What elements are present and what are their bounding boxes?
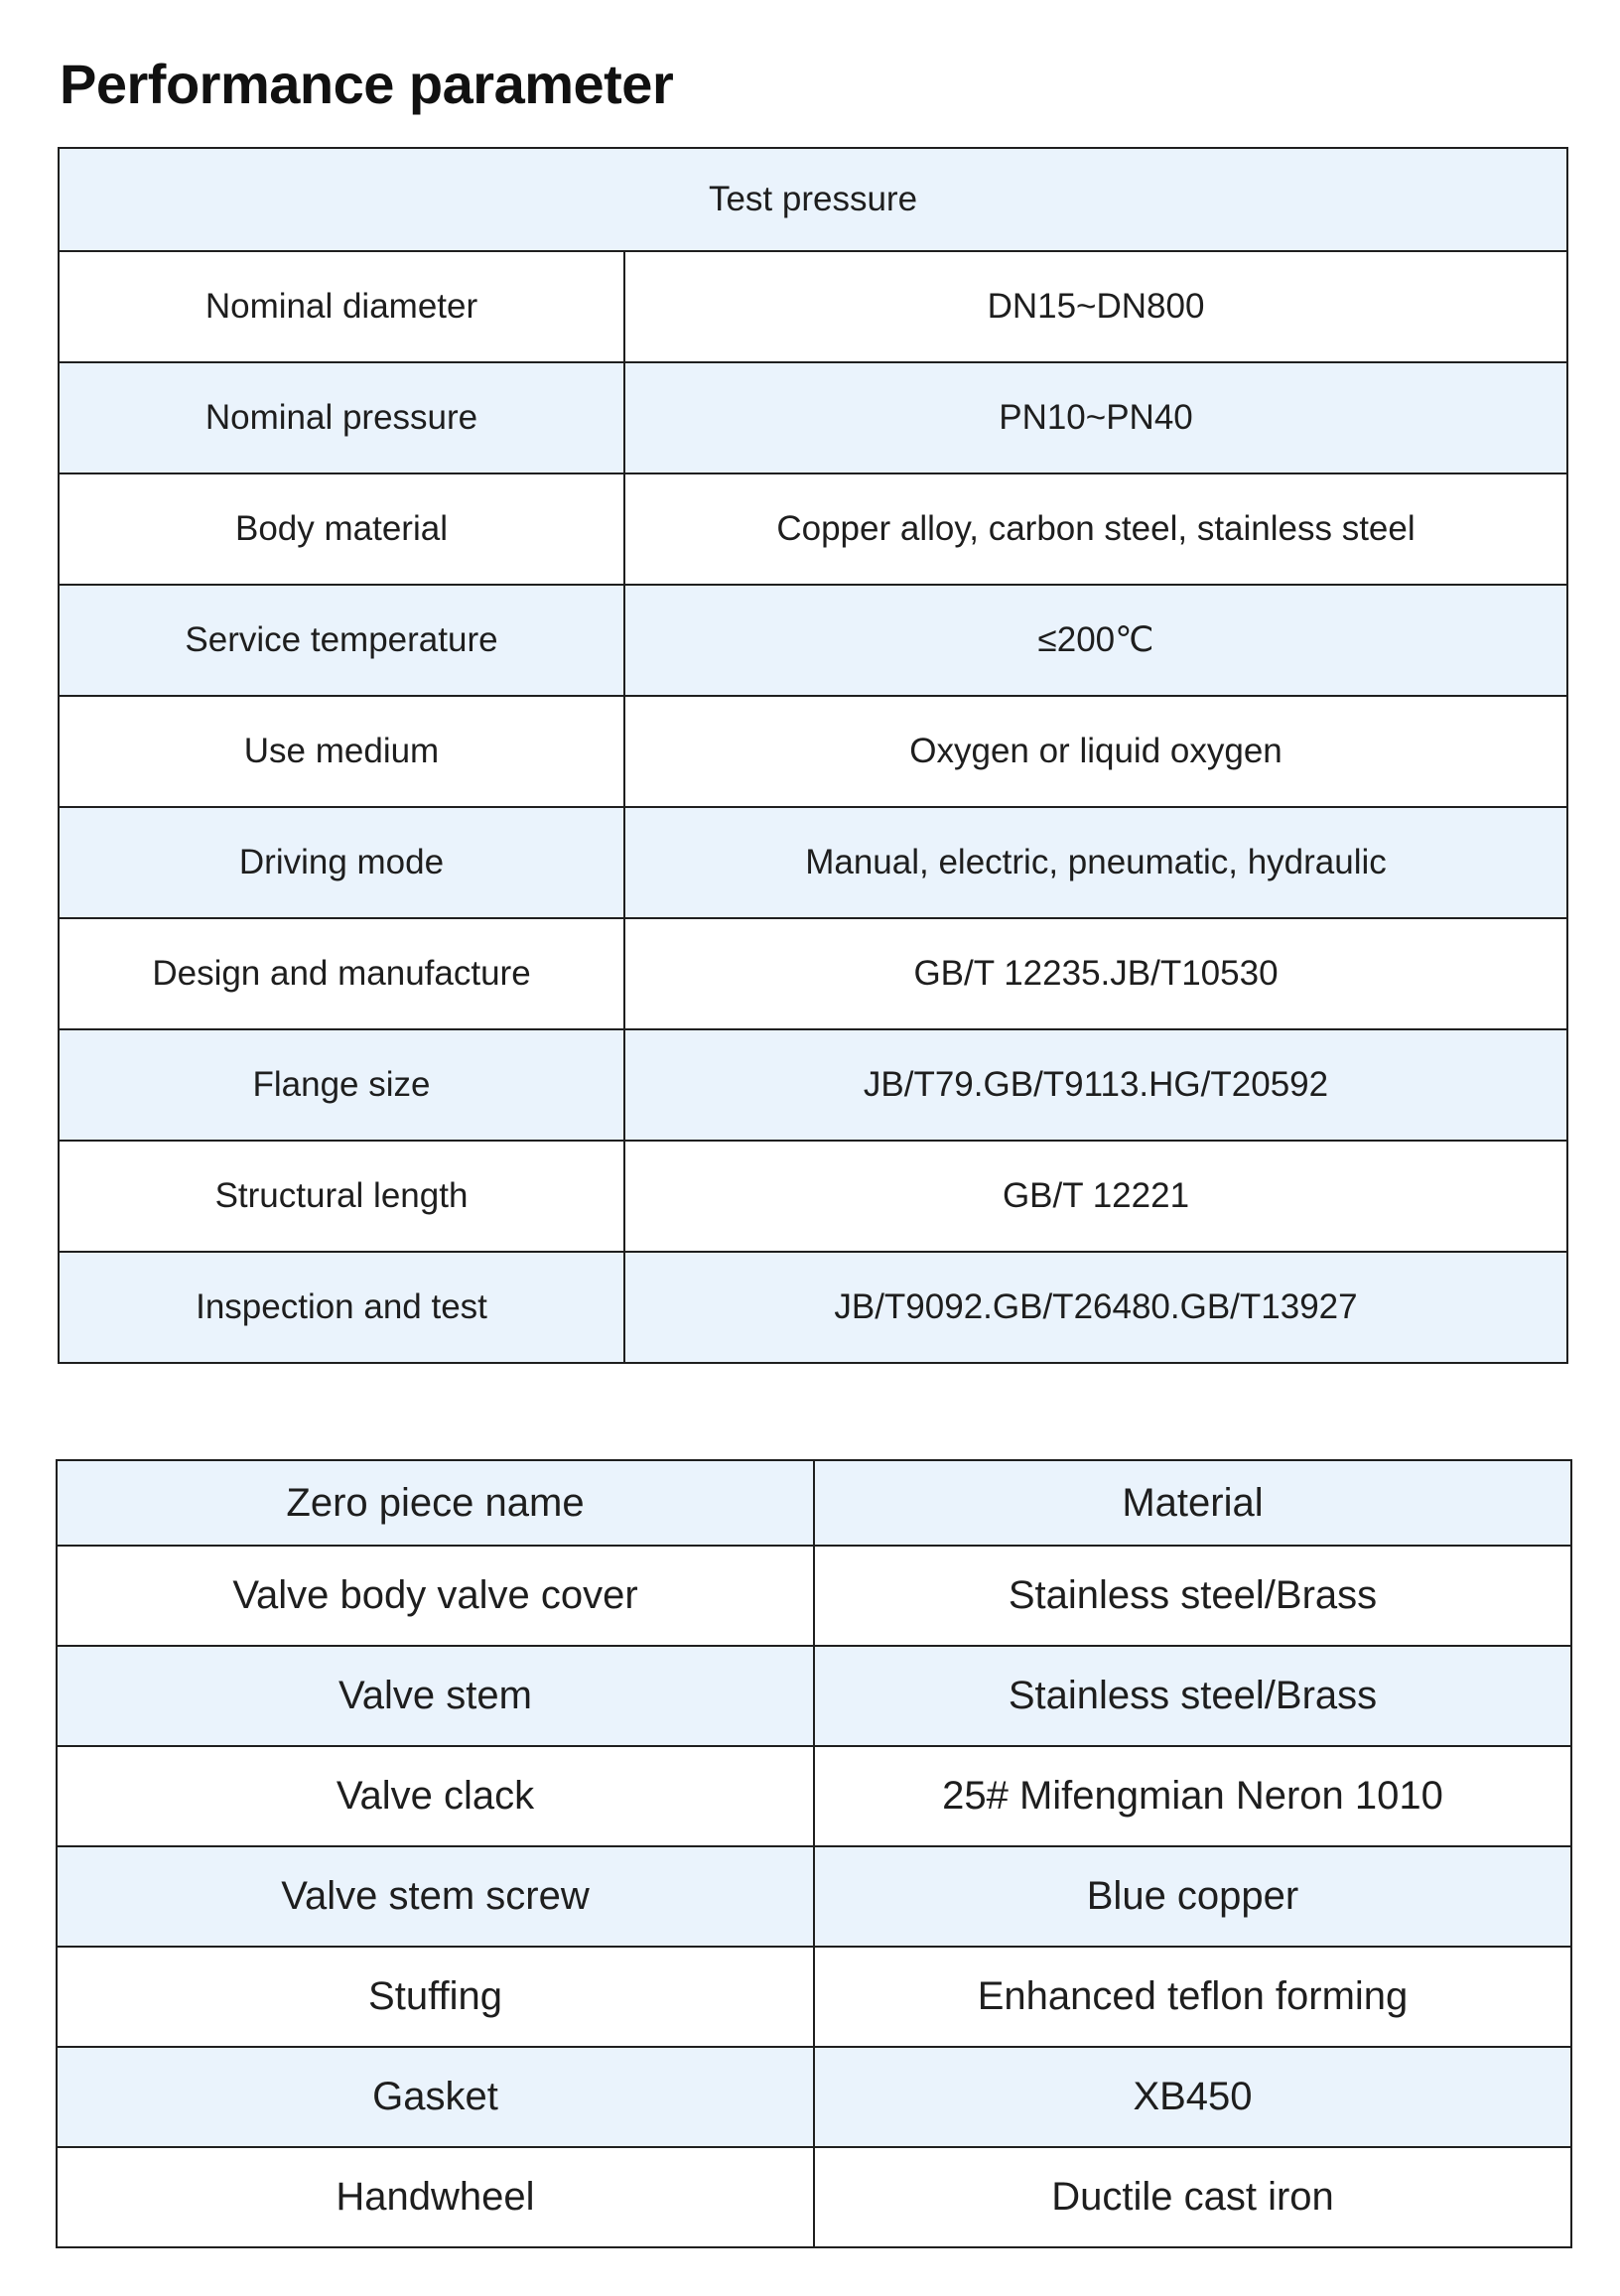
parts-material-table [56,1459,1572,2248]
row-label: Body material [59,473,624,585]
row-label: Inspection and test [59,1252,624,1363]
table-row [59,1029,1567,1141]
part-name: Valve clack [57,1746,814,1846]
part-name: Valve body valve cover [57,1546,814,1646]
row-value: GB/T 12235.JB/T10530 [624,918,1567,1029]
column-header-material: Material [814,1460,1571,1546]
table-row [57,1846,1571,1947]
part-name: Valve stem [57,1646,814,1746]
part-material: 25# Mifengmian Neron 1010 [814,1746,1571,1846]
part-name: Valve stem screw [57,1846,814,1947]
table-row [57,1646,1571,1746]
part-material: Blue copper [814,1846,1571,1947]
row-value: GB/T 12221 [624,1141,1567,1252]
table-row [57,1947,1571,2047]
table-row [59,918,1567,1029]
row-label: Use medium [59,696,624,807]
row-label: Design and manufacture [59,918,624,1029]
table-row [59,362,1567,473]
table-header-row [57,1460,1571,1546]
row-value: JB/T79.GB/T9113.HG/T20592 [624,1029,1567,1141]
row-value: JB/T9092.GB/T26480.GB/T13927 [624,1252,1567,1363]
table-header-row [59,148,1567,251]
row-label: Structural length [59,1141,624,1252]
part-name: Handwheel [57,2147,814,2247]
table-row [59,807,1567,918]
part-material: Ductile cast iron [814,2147,1571,2247]
performance-parameter-table [58,147,1568,1364]
column-header-part-name: Zero piece name [57,1460,814,1546]
table-row [59,1252,1567,1363]
table-row [59,473,1567,585]
table-row [59,696,1567,807]
part-material: XB450 [814,2047,1571,2147]
row-value: PN10~PN40 [624,362,1567,473]
row-label: Nominal pressure [59,362,624,473]
table-row [57,2047,1571,2147]
part-material: Enhanced teflon forming [814,1947,1571,2047]
table-row [59,1141,1567,1252]
row-value: DN15~DN800 [624,251,1567,362]
table-row [57,2147,1571,2247]
table-row [59,251,1567,362]
row-label: Driving mode [59,807,624,918]
test-pressure-header: Test pressure [59,148,1567,251]
row-label: Flange size [59,1029,624,1141]
row-value: Manual, electric, pneumatic, hydraulic [624,807,1567,918]
table-row [57,1546,1571,1646]
row-value: Copper alloy, carbon steel, stainless steel [624,473,1567,585]
row-label: Nominal diameter [59,251,624,362]
part-material: Stainless steel/Brass [814,1646,1571,1746]
page-title: Performance parameter [60,53,674,115]
table-row [57,1746,1571,1846]
table-row [59,585,1567,696]
row-value: ≤200℃ [624,585,1567,696]
row-label: Service temperature [59,585,624,696]
part-material: Stainless steel/Brass [814,1546,1571,1646]
row-value: Oxygen or liquid oxygen [624,696,1567,807]
part-name: Gasket [57,2047,814,2147]
part-name: Stuffing [57,1947,814,2047]
